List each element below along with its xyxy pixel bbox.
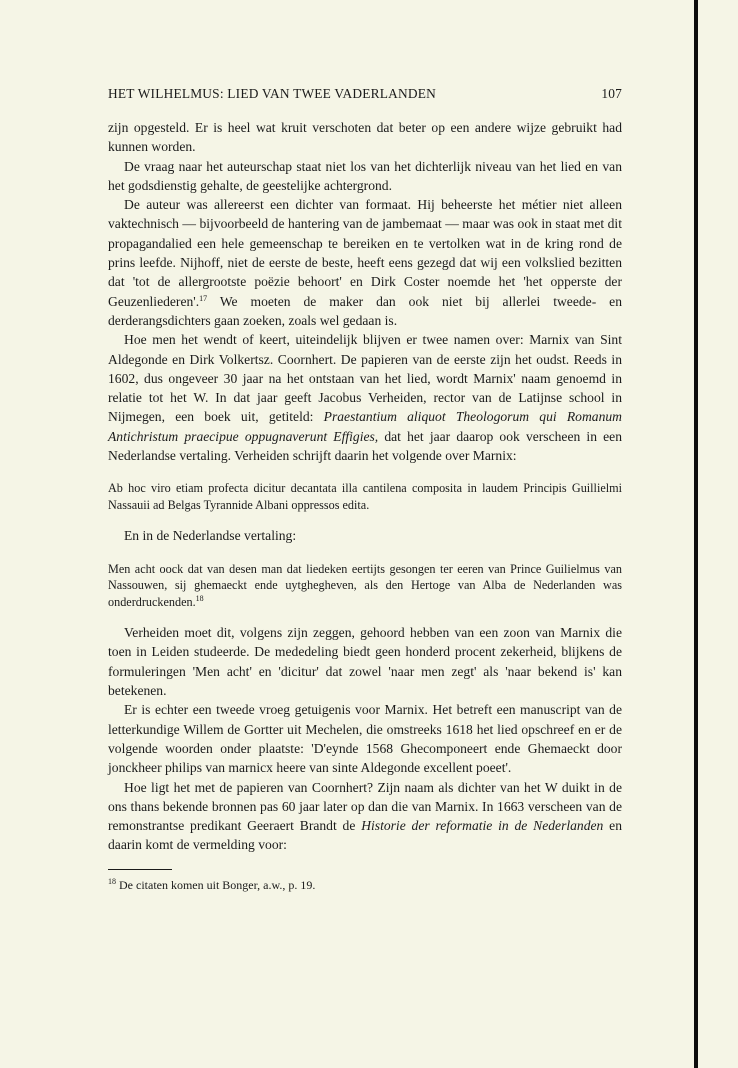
- footnote-ref-17: 17: [199, 293, 208, 303]
- quote-intro: En in de Nederlandse vertaling:: [124, 528, 297, 544]
- dutch-quote-text: Men acht oock dat van desen man dat liedeken eertijts gesongen ter eeren van Prince Guilielmus van Nassouwen, sij ghemaeckt ende uytghegheven, als den Hertoge van Alba de Nederlanden was onderdruckenden.: [108, 561, 622, 609]
- paragraph-7: [108, 778, 622, 855]
- paragraph-2: De vraag naar het auteurschap staat niet los van het dichterlijk niveau van het lied en van het godsdienstig gehalte, de geestelijke achtergrond.: [108, 158, 622, 193]
- paragraph-1: zijn opgesteld. Er is heel wat kruit verschoten dat beter op een andere wijze gebruikt had kunnen worden.: [108, 120, 622, 155]
- dutch-quote: [108, 561, 622, 611]
- footnote: [108, 878, 622, 893]
- book-title-verheiden: Praestantium aliquot Theologorum qui Romanum Antichristum praecipue oppugnaverunt Effigies,: [108, 409, 623, 444]
- paragraph-3-text-b: We moeten de maker dan ook niet bij allerlei tweede- en derderangsdichters gaan zoeken, zoals wel gedaan is.: [108, 293, 622, 328]
- page-edge-bar: [694, 0, 698, 1068]
- footnote-text: De citaten komen uit Bonger, a.w., p. 19.: [119, 877, 316, 892]
- paragraph-4: [108, 330, 622, 465]
- latin-quote: Ab hoc viro etiam profecta dicitur decantata illa cantilena composita in laudem Principis Guillielmi Nassauii ad Belgas Tyrannide Albani oppressos edita.: [108, 481, 622, 512]
- paragraph-4-text-b: dat het jaar daarop ook verscheen in een Nederlandse vertaling. Verheiden schrijft daarin het volgende over Marnix:: [108, 428, 622, 464]
- running-header: [108, 86, 622, 102]
- paragraph-7-text-a: Hoe ligt het met de papieren van Coornhert? Zijn naam als dichter van het W duikt in de ons thans bekende bronnen pas 60 jaar later op dan die van Marnix. In 1663 verscheen van de remonstrantse predikant Geeraert Brandt de: [108, 779, 622, 834]
- paragraph-3-text-a: De auteur was allereerst een dichter van formaat. Hij beheerste het métier niet alleen vaktechnisch — bijvoorbeeld de hantering van de jambemaat — maar was ook in staat met dit propagandalied een hele gemeenschap te bereiken en te vertolken wat in de kring rond de prins leefde. Nijhoff, niet de eerste de beste, heeft eens gezegd dat wij een volkslied bezitten dat 'tot de allergrootste poëzie behoort' en Dirk Coster noemde het 'het opperste der Geuzenliederen'.: [108, 197, 622, 309]
- body-text: [108, 118, 622, 855]
- page-number: 107: [601, 86, 622, 101]
- paragraph-7-text-b: en daarin komt de vermelding voor:: [108, 818, 622, 853]
- book-title-brandt: Historie der reformatie in de Nederlanden: [361, 818, 604, 834]
- paragraph-3: [108, 195, 622, 330]
- footnote-number: 18: [108, 876, 116, 886]
- footnote-divider: [108, 869, 172, 870]
- paragraph-5: Verheiden moet dit, volgens zijn zeggen, gehoord hebben van een zoon van Marnix die toen in Leiden studeerde. De mededeling biedt geen honderd procent zekerheid, blijkens de formuleringen 'Men acht' en 'dicitur' dat zowel 'naar men zegt' als 'naar bekend is' kan betekenen.: [108, 625, 622, 699]
- paragraph-6: Er is echter een tweede vroeg getuigenis voor Marnix. Het betreft een manuscript van de letterkundige Willem de Gortter uit Mechelen, die omstreeks 1618 het lied opschreef en er de volgende woorden onder plaatste: 'D'eynde 1568 Ghecomponeert ende Ghemaeckt door jonckheer philips van marnicx heere van sinte Aldegonde excellent poeet'.: [108, 702, 622, 776]
- running-title: HET WILHELMUS: LIED VAN TWEE VADERLANDEN: [108, 86, 436, 101]
- paragraph-4-text-a: Hoe men het wendt of keert, uiteindelijk blijven er twee namen over: Marnix van Sint Aldegonde en Dirk Volkertsz. Coornhert. De papieren van de eerste zijn het oudst. Reeds in 1602, dus ongeveer 30 jaar na het ontstaan van het lied, wordt Marnix' naam genoemd in relatie tot het W. In dat jaar geeft Jacobus Verheiden, rector van de Latijnse school in Nijmegen, een boek uit, getiteld:: [108, 332, 622, 425]
- footnote-ref-18: 18: [195, 593, 204, 603]
- book-page: [108, 86, 622, 893]
